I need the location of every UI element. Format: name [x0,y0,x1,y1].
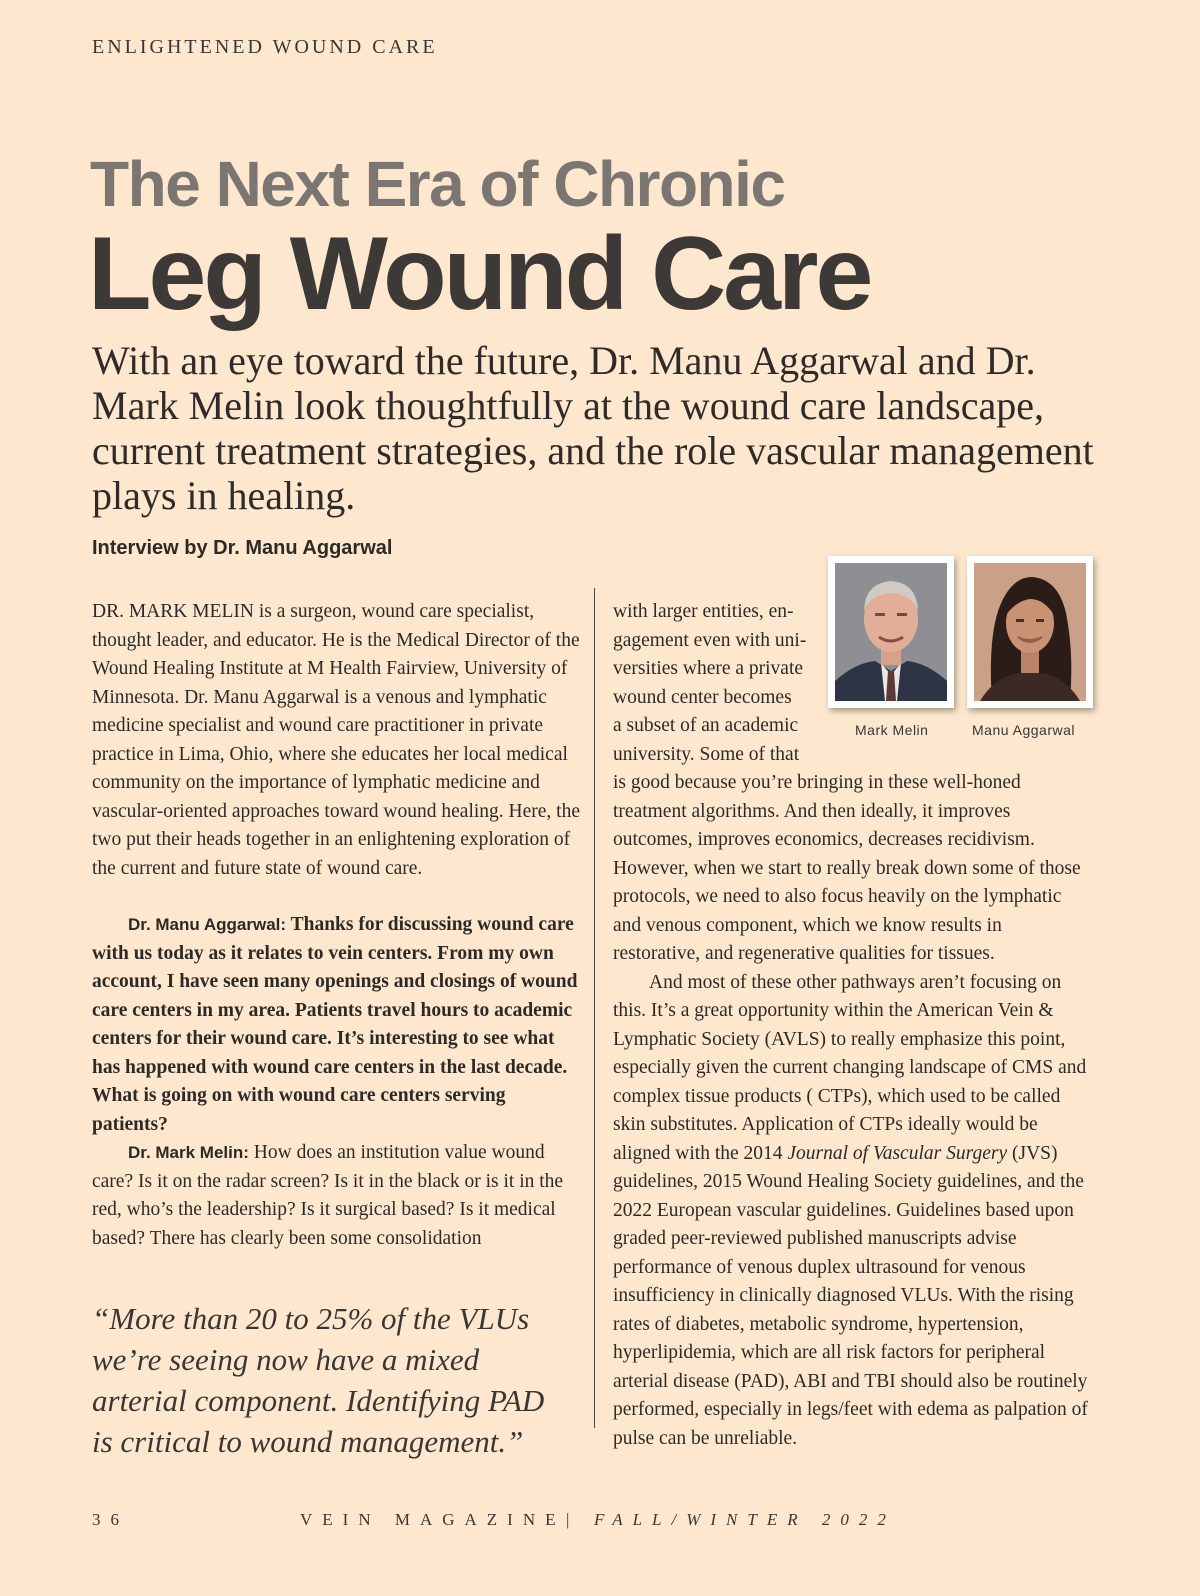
speaker-aggarwal: Dr. Manu Aggarwal: [128,915,287,934]
footer-separator: | [566,1510,580,1529]
right-column-wrap-text [613,598,825,769]
issue-date: FALL/WINTER 2022 [594,1510,896,1529]
photo-mark-melin [828,556,954,708]
wrap-line: with larger entities, en- [613,601,794,622]
wrap-line: versities where a private [613,658,804,679]
section-label: ENLIGHTENED WOUND CARE [92,36,438,58]
page-number: 36 [92,1510,129,1529]
right-paragraph-2 [613,969,1091,1454]
portrait-manu-aggarwal-image [974,563,1086,701]
article-deck: With an eye toward the future, Dr. Manu Aggarwal and Dr. Mark Melin look thoughtfully at the wound care landscape, current treatment strategies, and the role vascular management plays in healing. [92,338,1094,518]
wrap-line: wound center becomes [613,686,792,708]
question-1 [92,911,580,1139]
answer-1 [92,1139,580,1253]
byline: Interview by Dr. Manu Aggarwal [92,537,393,559]
wrap-line: a subset of an academic [613,715,799,736]
wrap-line: gagement even with uni- [613,629,807,651]
column-divider [594,588,595,1428]
right-paragraph-2-end: (JVS) guidelines, 2015 Wound Healing Society guidelines, and the 2022 European vascular guidelines. Guidelines based upon graded peer-reviewed published manuscripts advise performance of venous duplex ultrasound for venous insufficiency in clinically diagnosed VLUs. With the rising rates of diabetes, metabolic syndrome, hypertension, hyperlipidemia, which are all risk factors for peripheral arterial disease (PAD), ABI and TBI should also be routinely performed, especially in legs/feet with edema as palpation of pulse can be unreliable. [613,1142,1088,1449]
pull-quote: “More than 20 to 25% of the VLUs we’re seeing now have a mixed arterial component. Identifying PAD is critical to wound management.” [92,1301,545,1459]
journal-title: Journal of Vascular Surgery [787,1142,1008,1164]
photo-caption-manu-aggarwal: Manu Aggarwal [972,722,1076,738]
left-column [92,598,580,1253]
photo-caption-mark-melin: Mark Melin [855,722,929,738]
article-title-line1: The Next Era of Chronic [90,148,785,220]
article-title-line2: Leg Wound Care [88,216,871,332]
question-1-text: Thanks for discussing wound care with us today as it relates to vein centers. From my own account, I have seen many openings and closings of wound care centers in my area. Patients travel hours to academic centers for their wound care. It’s interesting to see what has happened with wound care centers in the last decade. What is going on with wound care centers serving patients? [92,914,578,1135]
right-paragraph-2-start: And most of these other pathways aren’t focusing on this. It’s a great opportunity within the American Vein & Lymphatic Society (AVLS) to really emphasize this point, especially given the current changing landscape of CMS and complex tissue products ( CTPs), which used to be called skin substitutes. Application of CTPs ideally would be aligned with the 2014 [613,971,1087,1164]
answer-1-text: How does an institution value wound care? Is it on the radar screen? Is it in the black or is it in the red, who’s the leadership? Is it surgical based? Is it medical based? There has clearly been some consolidation [92,1142,564,1249]
right-paragraph-1: is good because you’re bringing in these well-honed treatment algorithms. And then ideally, it improves outcomes, improves economics, decreases recidivism. However, when we start to really break down some of those protocols, we need to also focus heavily on the lymphatic and venous component, which we know results in restorative, and regenerative qualities for tissues. [613,772,1081,964]
publication-name: VEIN MAGAZINE [300,1510,566,1529]
portrait-mark-melin-image [835,563,947,701]
wrap-line: university. Some of that [613,743,800,765]
intro-paragraph: DR. MARK MELIN is a surgeon, wound care specialist, thought leader, and educator. He is the Medical Director of the Wound Healing Institute at M Health Fairview, University of Minnesota. Dr. Manu Aggarwal is a venous and lymphatic medicine specialist and wound care practitioner in private practice in Lima, Ohio, where she educates her local medical community on the importance of lymphatic medicine and vascular-oriented approaches toward wound healing. Here, the two put their heads together in an enlightening exploration of the current and future state of wound care. [92,601,580,879]
right-column [613,769,1091,1453]
speaker-melin: Dr. Mark Melin: [128,1143,249,1162]
photo-manu-aggarwal [967,556,1093,708]
